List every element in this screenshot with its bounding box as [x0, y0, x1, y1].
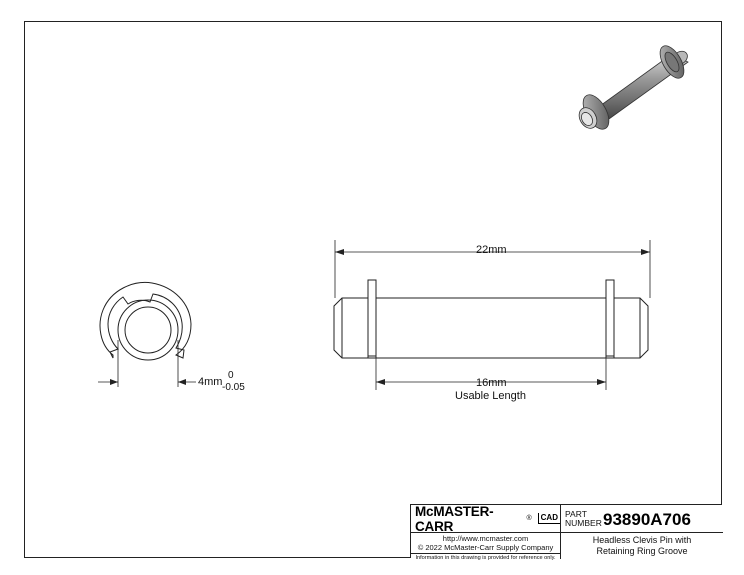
- brand-logo: [411, 505, 561, 533]
- tolerance-upper: 0: [228, 370, 234, 381]
- website-link[interactable]: http://www.mcmaster.com: [442, 534, 529, 543]
- right-retaining-ring: [606, 280, 614, 356]
- pin-chamfer-circle: [125, 307, 171, 353]
- part-number-label: [561, 505, 601, 533]
- retaining-ring-outline: [100, 282, 191, 358]
- side-view: [334, 240, 650, 390]
- pin-outer-circle: [118, 300, 178, 360]
- part-label-line1: PART: [565, 509, 587, 519]
- pin-body-outline: [334, 298, 648, 358]
- left-retaining-ring: [368, 280, 376, 356]
- part-label-line2: NUMBER: [565, 518, 602, 528]
- brand-name: McMASTER-CARR: [415, 503, 494, 534]
- brand-registered-mark: ®: [526, 515, 532, 522]
- part-number: 93890A706: [601, 505, 723, 533]
- diameter-dimension: 4mm: [198, 376, 223, 388]
- description-line1: Headless Clevis Pin with: [592, 535, 692, 545]
- reference-note: Information in this drawing is provided for reference only.: [411, 553, 560, 562]
- copyright-text: © 2022 McMaster-Carr Supply Company: [417, 543, 554, 552]
- title-block: [410, 503, 722, 561]
- description-line2: Retaining Ring Groove: [596, 546, 688, 556]
- end-view: [98, 282, 196, 387]
- usable-length-label: Usable Length: [455, 390, 526, 402]
- company-info: [411, 533, 561, 559]
- overall-length-dimension: 22mm: [476, 244, 507, 256]
- tolerance-lower: -0.05: [222, 382, 245, 393]
- part-description: [561, 533, 723, 559]
- isometric-view: [576, 42, 690, 134]
- cad-mark: CAD: [538, 513, 560, 524]
- usable-length-dimension: 16mm: [476, 377, 507, 389]
